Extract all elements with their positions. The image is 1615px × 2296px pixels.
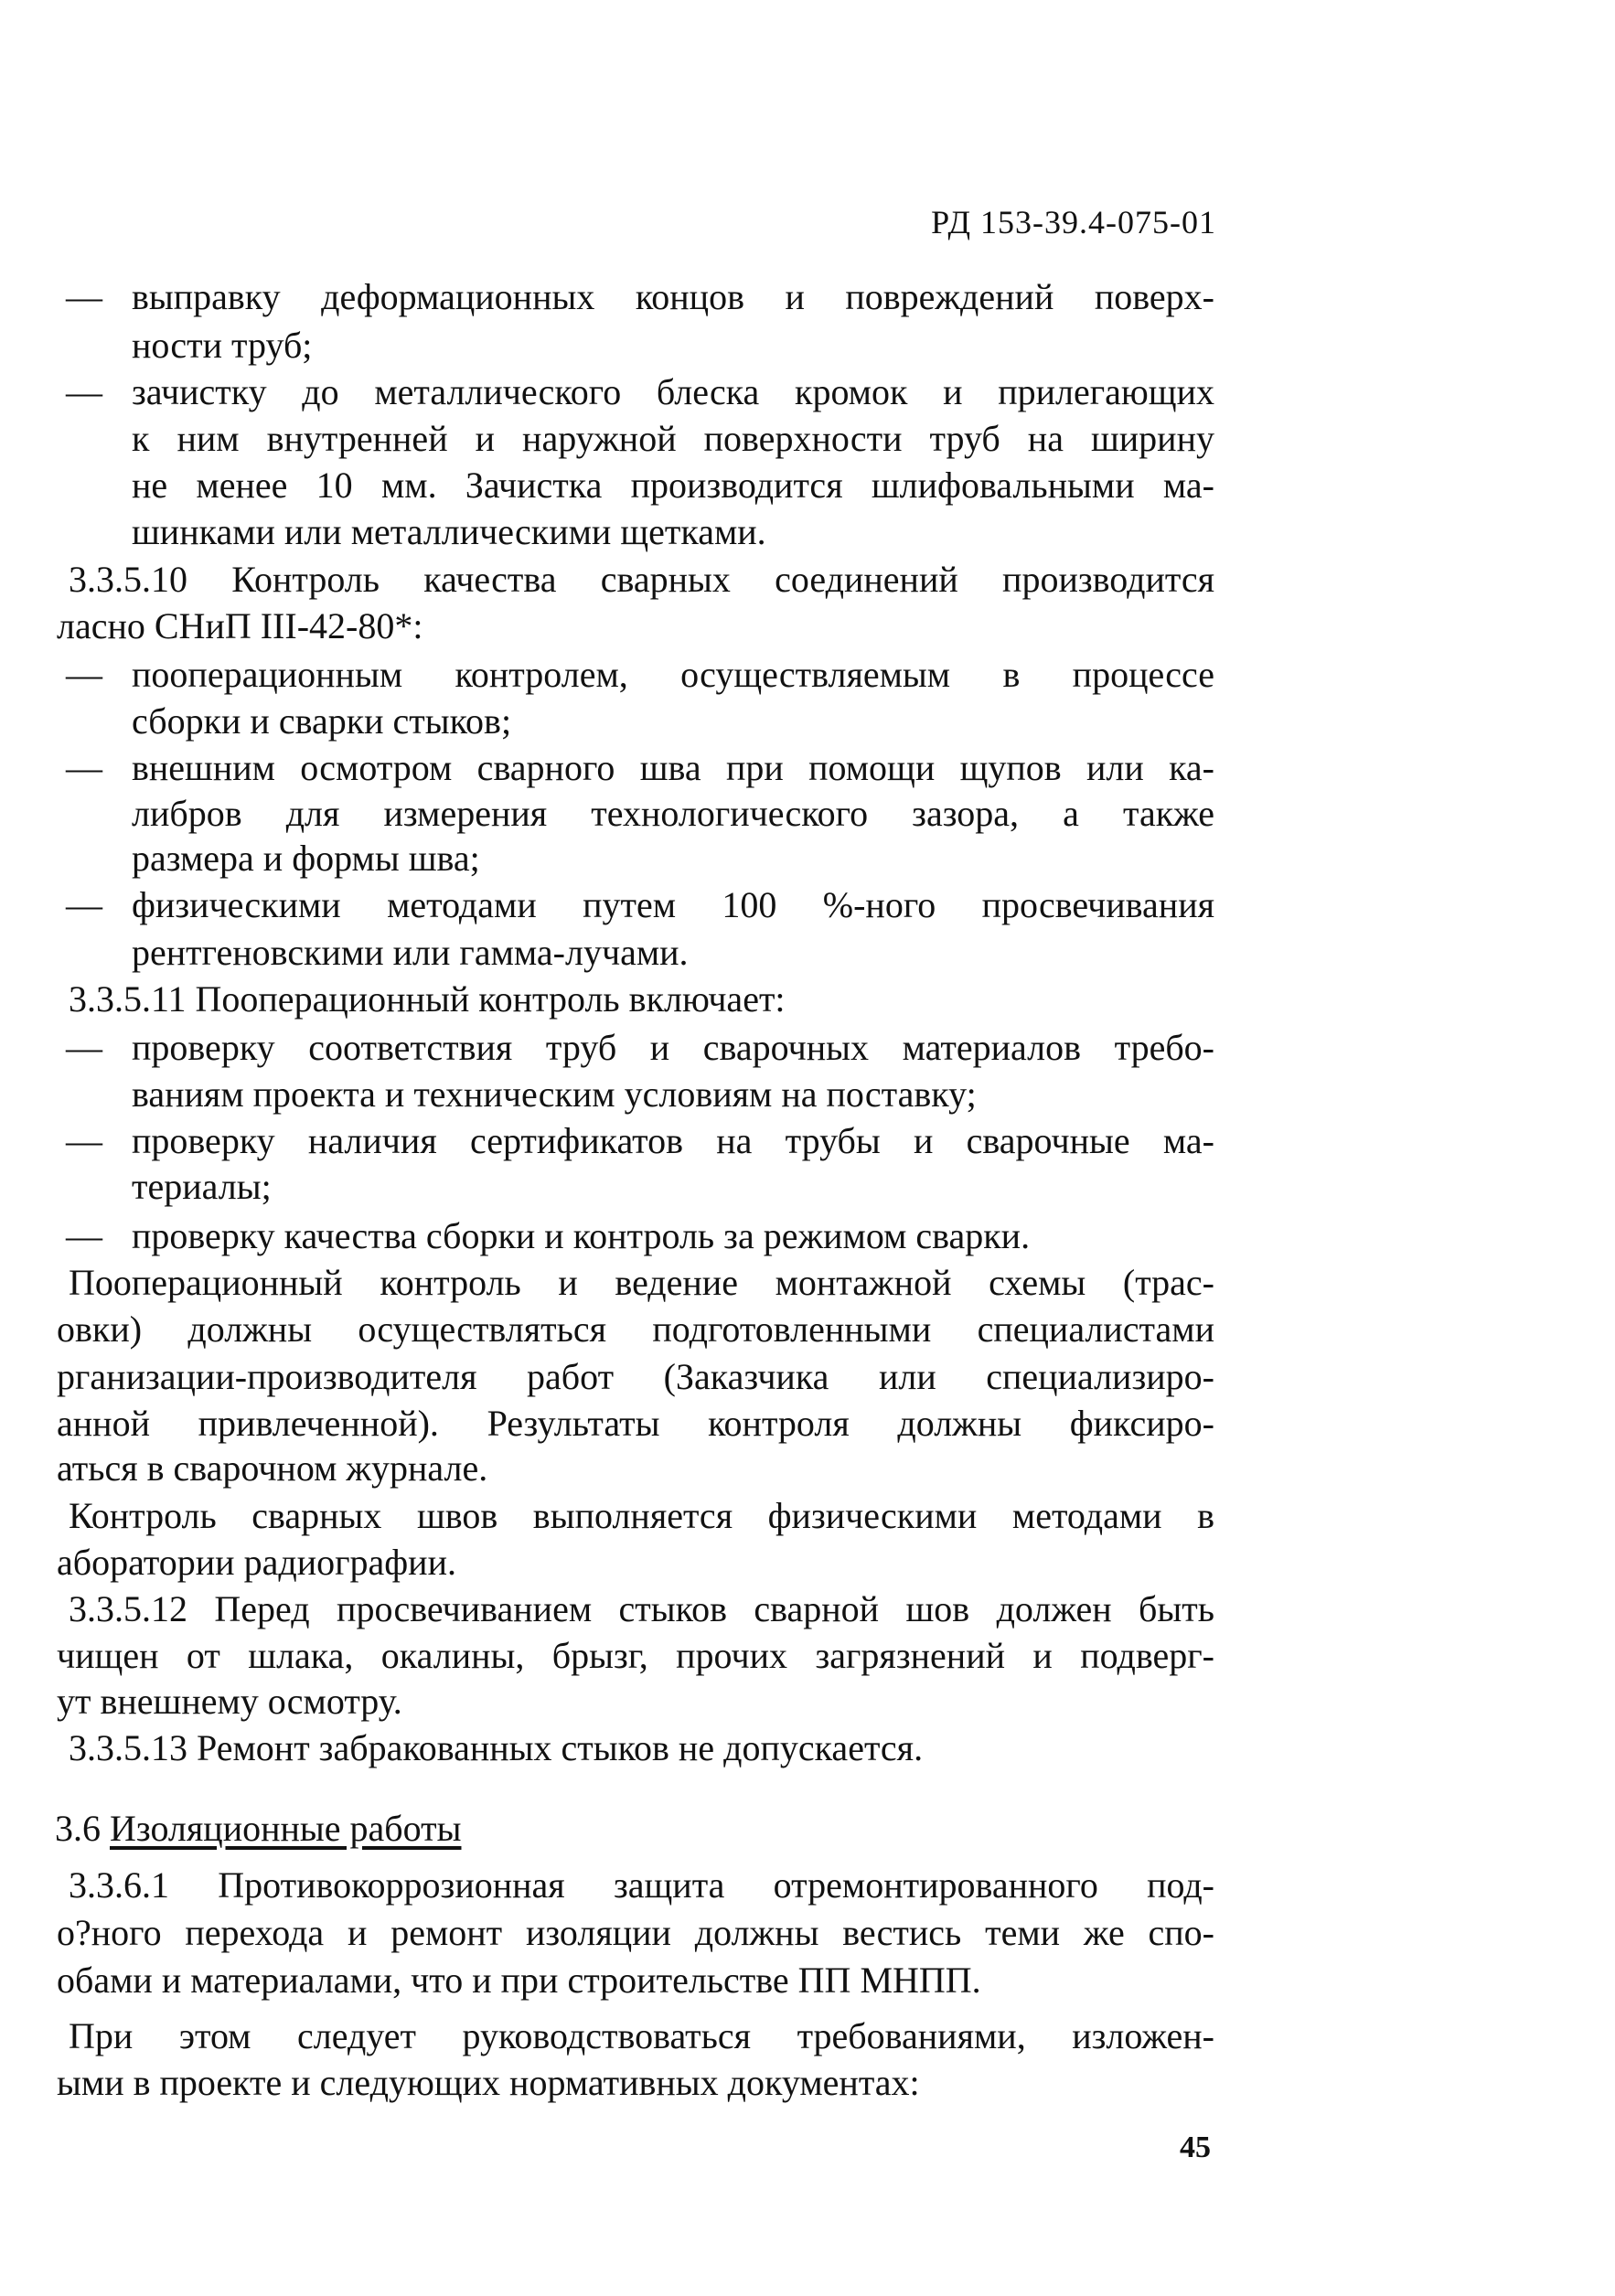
text-line: шинками или металлическими щетками. xyxy=(132,511,766,552)
text-line: овки) должны осуществляться подготовленными специалистами xyxy=(57,1308,1214,1350)
text-line: проверку соответствия труб и сварочных материалов требо- xyxy=(132,1027,1214,1068)
text-line: аборатории радиографии. xyxy=(57,1542,456,1583)
list-bullet-dash: — xyxy=(66,654,102,695)
text-line: о?ного перехода и ремонт изоляции должны вестись теми же спо- xyxy=(57,1912,1214,1953)
text-line: 3.3.6.1 Противокоррозионная защита отремонтированного под- xyxy=(69,1864,1214,1906)
text-line: Контроль сварных швов выполняется физическими методами в xyxy=(69,1495,1214,1536)
text-line: анной привлеченной). Результаты контроля должны фиксиро- xyxy=(57,1403,1214,1444)
text-line: размера и формы шва; xyxy=(132,838,480,879)
text-line: проверку наличия сертификатов на трубы и сварочные ма- xyxy=(132,1120,1214,1161)
text-line: Пооперационный контроль и ведение монтажной схемы (трас- xyxy=(69,1262,1214,1303)
text-line: рентгеновскими или гамма-лучами. xyxy=(132,932,689,973)
text-line: чищен от шлака, окалины, брызг, прочих загрязнений и подверг- xyxy=(57,1635,1214,1676)
section-title: Изоляционные работы xyxy=(110,1808,462,1849)
section-heading xyxy=(55,1806,461,1852)
text-line: При этом следует руководствоваться требованиями, изложен- xyxy=(69,2015,1214,2056)
text-line: ваниям проекта и техническим условиям на поставку; xyxy=(132,1073,977,1115)
list-bullet-dash: — xyxy=(66,371,102,412)
text-line: внешним осмотром сварного шва при помощи щупов или ка- xyxy=(132,747,1214,788)
text-line: выправку деформационных концов и повреждений поверх- xyxy=(132,276,1214,317)
text-line: 3.3.5.12 Перед просвечиванием стыков сварной шов должен быть xyxy=(69,1588,1214,1629)
text-line: териалы; xyxy=(132,1166,272,1207)
text-line: физическими методами путем 100 %-ного просвечивания xyxy=(132,884,1214,925)
text-line: 3.3.5.11 Пооперационный контроль включает: xyxy=(69,978,786,1020)
text-line: ности труб; xyxy=(132,325,313,366)
document-code-header: РД 153-39.4-075-01 xyxy=(931,204,1216,240)
text-line: либров для измерения технологического зазора, а также xyxy=(132,793,1214,834)
text-line: 3.3.5.10 Контроль качества сварных соединений производится xyxy=(69,559,1214,600)
list-bullet-dash: — xyxy=(66,747,102,788)
list-bullet-dash: — xyxy=(66,884,102,925)
text-line: пооперационным контролем, осуществляемым в процессе xyxy=(132,654,1214,695)
text-line: зачистку до металлического блеска кромок и прилегающих xyxy=(132,371,1214,412)
list-bullet-dash: — xyxy=(66,276,102,317)
text-line: сборки и сварки стыков; xyxy=(132,700,512,742)
text-line: 3.3.5.13 Ремонт забракованных стыков не допускается. xyxy=(69,1727,924,1768)
text-line: проверку качества сборки и контроль за режимом сварки. xyxy=(132,1215,1031,1256)
text-line: ласно СНиП III-42-80*: xyxy=(57,605,423,646)
text-line: к ним внутренней и наружной поверхности труб на ширину xyxy=(132,418,1214,459)
list-bullet-dash: — xyxy=(66,1027,102,1068)
text-line: ыми в проекте и следующих нормативных документах: xyxy=(57,2062,920,2103)
list-bullet-dash: — xyxy=(66,1215,102,1256)
text-line: ут внешнему осмотру. xyxy=(57,1681,402,1722)
text-line: обами и материалами, что и при строительстве ПП МНПП. xyxy=(57,1960,981,2001)
text-line: не менее 10 мм. Зачистка производится шлифовальными ма- xyxy=(132,465,1214,506)
text-line: рганизации-производителя работ (Заказчика или специализиро- xyxy=(57,1356,1214,1397)
section-number: 3.6 xyxy=(55,1808,101,1849)
page-number: 45 xyxy=(1180,2130,1211,2164)
list-bullet-dash: — xyxy=(66,1120,102,1161)
text-line: аться в сварочном журнале. xyxy=(57,1447,488,1489)
